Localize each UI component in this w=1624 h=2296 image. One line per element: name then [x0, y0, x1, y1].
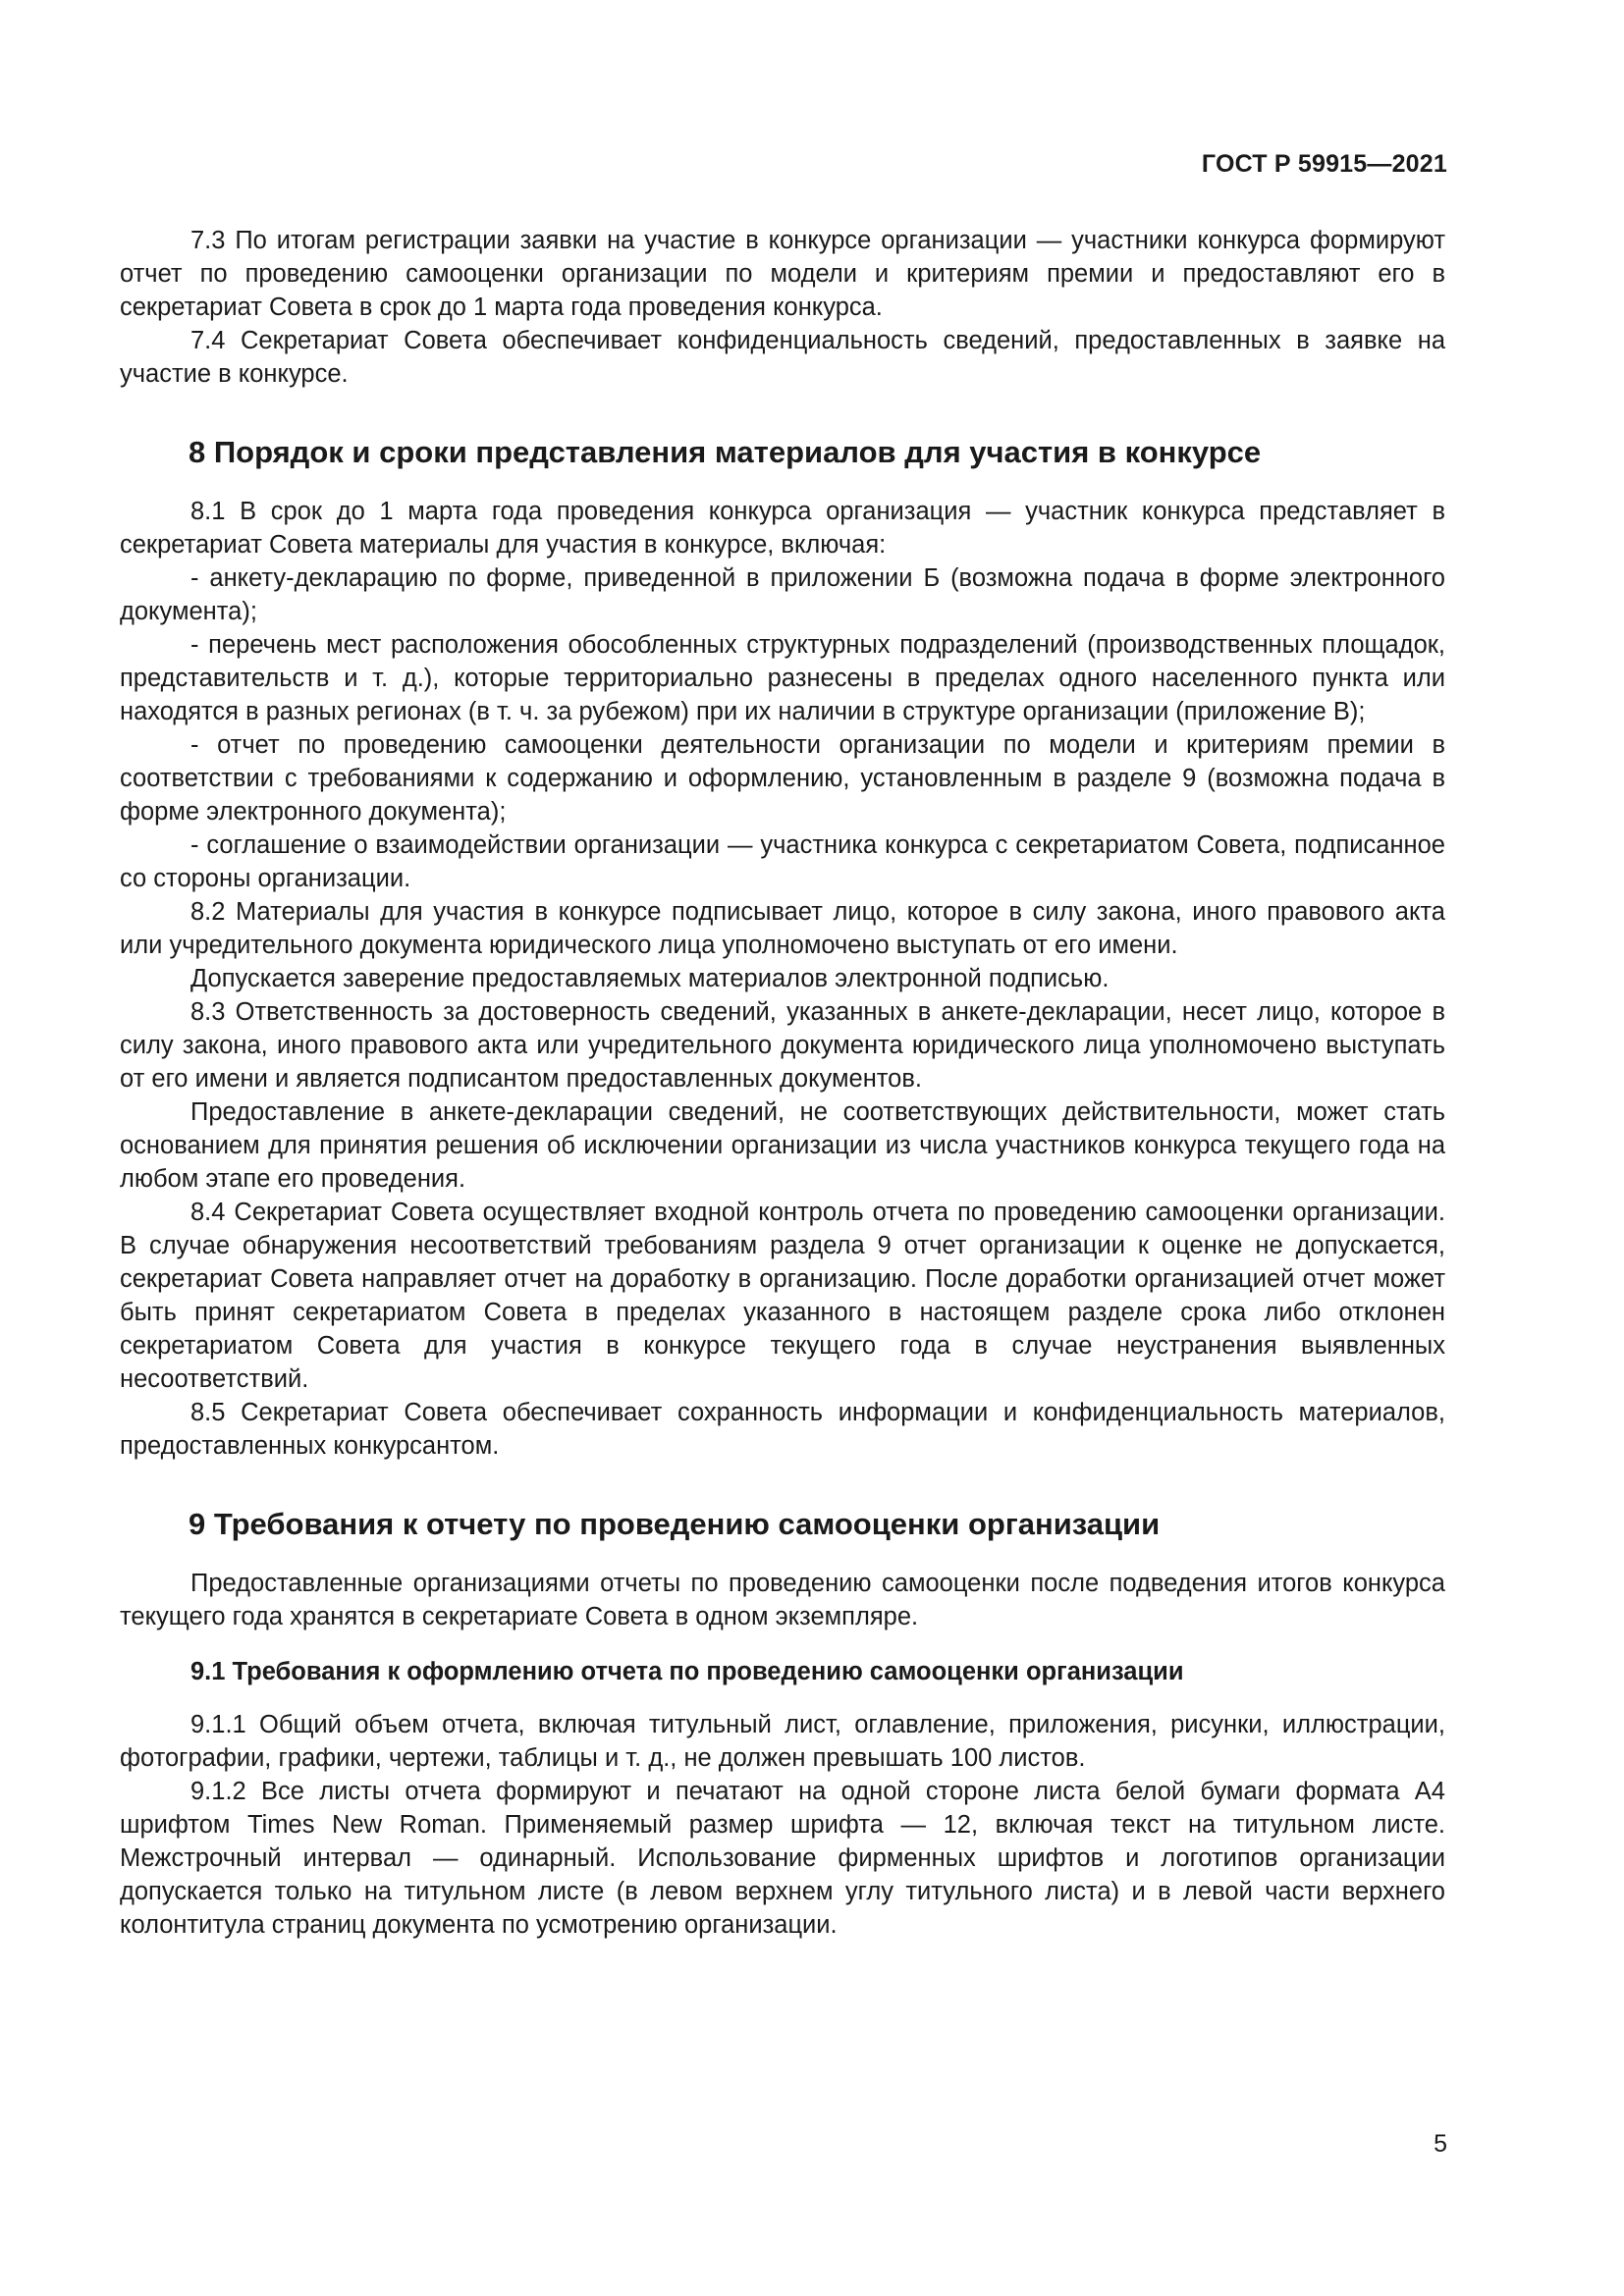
paragraph-8-3-note: Предоставление в анкете-декларации сведений, не соответствующих действительности, может стать основанием для принятия решения об исключении организации из числа участников конкурса текущего года на любом этапе его проведения.	[120, 1098, 1445, 1193]
paragraph-9-intro: Предоставленные организациями отчеты по проведению самооценки после подведения итогов конкурса текущего года хранятся в секретариате Совета в одном экземпляре.	[120, 1570, 1445, 1630]
paragraph-9-1-1: 9.1.1 Общий объем отчета, включая титульный лист, оглавление, приложения, рисунки, иллюстрации, фотографии, графики, чертежи, таблицы и т. д., не должен превышать 100 листов.	[120, 1711, 1445, 1772]
section-9-heading: 9 Требования к отчету по проведению самооценки организации	[189, 1507, 1161, 1541]
page-number: 5	[1434, 2130, 1447, 2158]
paragraph-8-2: 8.2 Материалы для участия в конкурсе подписывает лицо, которое в силу закона, иного правового акта или учредительного документа юридического лица уполномочено выступать от его имени.	[120, 898, 1445, 959]
paragraph-7-4: 7.4 Секретариат Совета обеспечивает конфиденциальность сведений, предоставленных в заявке на участие в конкурсе.	[120, 327, 1445, 388]
paragraph-8-3: 8.3 Ответственность за достоверность сведений, указанных в анкете-декларации, несет лицо, которое в силу закона, иного правового акта или учредительного документа юридического лица уполномочено выступать от его имени и является подписантом предоставленных документов.	[120, 998, 1445, 1093]
paragraph-8-5: 8.5 Секретариат Совета обеспечивает сохранность информации и конфиденциальность материалов, предоставленных конкурсантом.	[120, 1399, 1445, 1460]
section-8-heading: 8 Порядок и сроки представления материалов для участия в конкурсе	[189, 435, 1262, 469]
list-item: - отчет по проведению самооценки деятельности организации по модели и критериям премии в соответствии с требованиями к содержанию и оформлению, установленным в разделе 9 (возможна подача в форме электронного документа);	[120, 731, 1445, 826]
list-item: - перечень мест расположения обособленных структурных подразделений (производственных площадок, представительств и т. д.), которые территориально разнесены в пределах одного населенного пункта или находятся в разных регионах (в т. ч. за рубежом) при их наличии в структуре организации (приложение В);	[120, 631, 1445, 725]
list-item: - соглашение о взаимодействии организации — участника конкурса с секретариатом Совета, подписанное со стороны организации.	[120, 831, 1445, 892]
paragraph-8-1: 8.1 В срок до 1 марта года проведения конкурса организация — участник конкурса представляет в секретариат Совета материалы для участия в конкурсе, включая:	[120, 498, 1445, 559]
document-code: ГОСТ Р 59915—2021	[1201, 150, 1447, 178]
subsection-9-1-heading: 9.1 Требования к оформлению отчета по проведению самооценки организации	[190, 1658, 1184, 1685]
paragraph-9-1-2: 9.1.2 Все листы отчета формируют и печатают на одной стороне листа белой бумаги формата А4 шрифтом Times New Roman. Применяемый размер шрифта — 12, включая текст на титульном листе. Межстрочный интервал — одинарный. Использование фирменных шрифтов и логотипов организации допускается только на титульном листе (в левом верхнем углу титульного листа) и в левой части верхнего колонтитула страниц документа по усмотрению организации.	[120, 1778, 1445, 1939]
paragraph-8-4: 8.4 Секретариат Совета осуществляет входной контроль отчета по проведению самооценки организации. В случае обнаружения несоответствий требованиям раздела 9 отчет организации к оценке не допускается, секретариат Совета направляет отчет на доработку в организацию. После доработки организацией отчет может быть принят секретариатом Совета в пределах указанного в настоящем разделе срока либо отклонен секретариатом Совета для участия в конкурсе текущего года в случае неустранения выявленных несоответствий.	[120, 1199, 1445, 1393]
paragraph-8-2-note: Допускается заверение предоставляемых материалов электронной подписью.	[190, 965, 1110, 992]
paragraph-7-3: 7.3 По итогам регистрации заявки на участие в конкурсе организации — участники конкурса формируют отчет по проведению самооценки организации по модели и критериям премии и предоставляют его в секретариат Совета в срок до 1 марта года проведения конкурса.	[120, 227, 1445, 321]
page-body	[120, 224, 1445, 1942]
list-item: - анкету-декларацию по форме, приведенной в приложении Б (возможна подача в форме электронного документа);	[120, 564, 1445, 625]
